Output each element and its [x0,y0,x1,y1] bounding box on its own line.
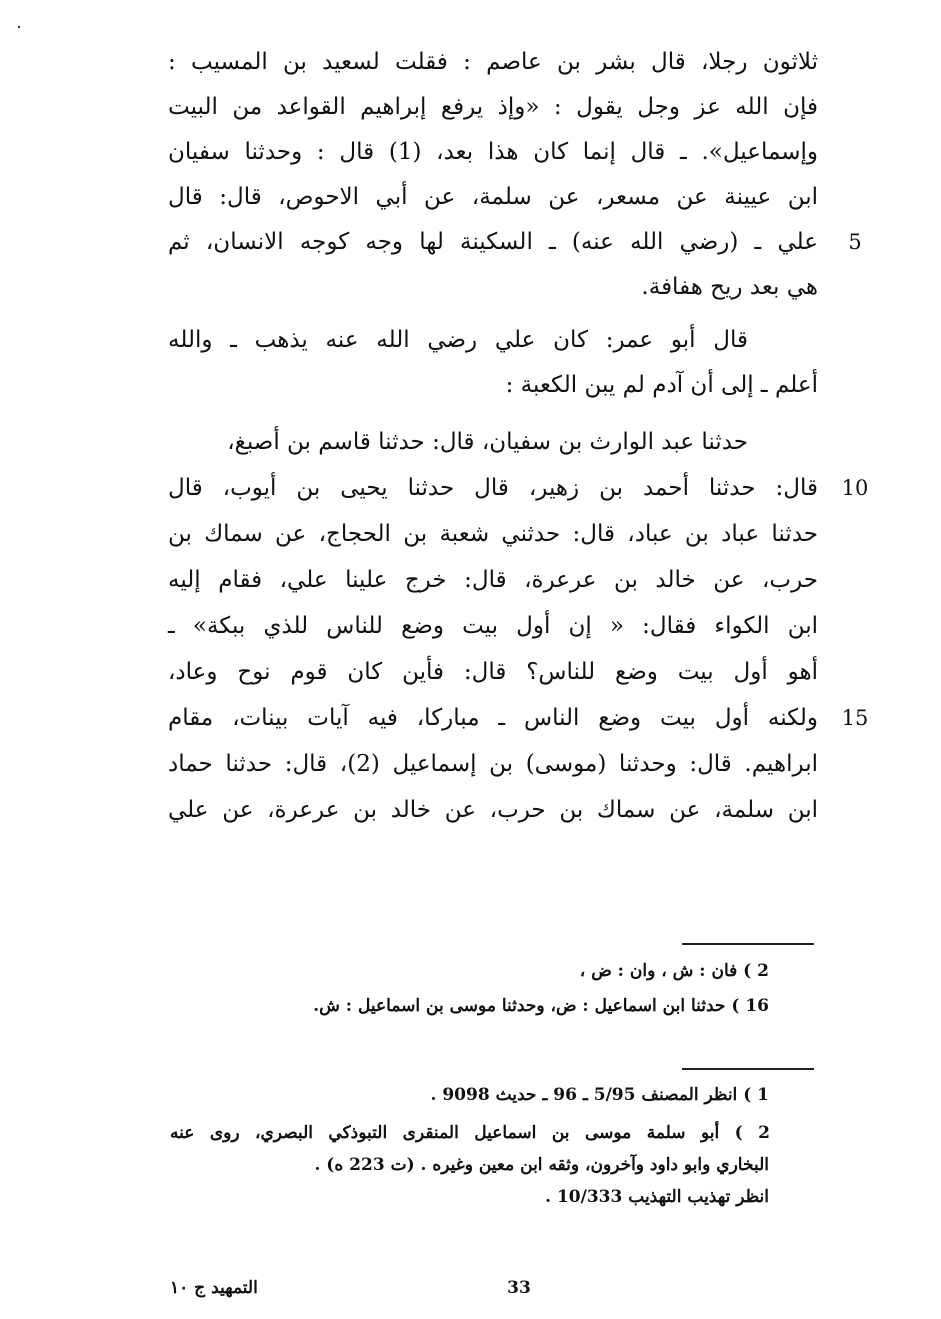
text-line: وإسماعيل». ـ قال إنما كان هذا بعد، (1) قال : وحدثنا سفيان [168,139,819,165]
text-line: ابن عيينة عن مسعر، عن سلمة، عن أبي الاحوص، قال: قال [168,184,818,210]
running-title: التمهيد ج ١٠ [170,1278,258,1298]
line-number: 15 [841,706,869,730]
page-number: 33 [507,1278,531,1298]
text-line: قال: حدثنا أحمد بن زهير، قال حدثنا يحيى بن أيوب، قال [168,475,818,501]
text-line: أهو أول بيت وضع للناس؟ قال: فأين كان قوم نوح وعاد، [168,659,818,685]
variant-notes-divider [682,943,814,945]
footnote: 1 ) انظر المصنف 5/95 ـ 96 ـ حديث 9098 . [430,1085,769,1105]
text-line: أعلم ـ إلى أن آدم لم يبن الكعبة : [505,372,818,398]
line-number: 10 [841,476,869,500]
text-line: حدثنا عبد الوارث بن سفيان، قال: حدثنا قاسم بن أصبغ، [227,429,748,455]
text-line: ابن سلمة، عن سماك بن حرب، عن خالد بن عرعرة، عن علي [168,797,818,823]
text-line: علي ـ (رضي الله عنه) ـ السكينة لها وجه كوجه الانسان، ثم [168,229,818,255]
text-line: حدثنا عباد بن عباد، قال: حدثني شعبة بن الحجاج، عن سماك بن [168,521,818,547]
footnote: 2 ) أبو سلمة موسى بن اسماعيل المنقرى التبوذكي البصري، روى عنه [170,1123,770,1143]
text-line: فإن الله عز وجل يقول : «وإذ يرفع إبراهيم القواعد من البيت [168,94,818,120]
text-line: ابن الكواء فقال: « إن أول بيت وضع للناس للذي ببكة» ـ [168,613,818,639]
text-line: ثلاثون رجلا، قال بشر بن عاصم : فقلت لسعيد بن المسيب : [168,49,818,75]
footnote: انظر تهذيب التهذيب 10/333 . [545,1187,769,1207]
footnote: البخاري وابو داود وآخرون، وثقه ابن معين وغيره . (ت 223 ه) . [314,1155,769,1175]
line-number: 5 [848,230,862,254]
text-line: ولكنه أول بيت وضع الناس ـ مباركا، فيه آيات بينات، مقام [168,705,818,731]
variant-note: 2 ) فان : ش ، وان : ض ، [579,961,769,981]
text-line: ابراهيم. قال: وحدثنا (موسى) بن إسماعيل (2)، قال: حدثنا حماد [168,751,818,777]
text-line: هي بعد ريح هفافة. [641,274,818,300]
scan-speck [18,26,20,28]
text-line: قال أبو عمر: كان علي رضي الله عنه يذهب ـ والله [168,327,748,353]
variant-note: 16 ) حدثنا ابن اسماعيل : ض، وحدثنا موسى بن اسماعيل : ش. [313,996,769,1016]
footnotes-divider [682,1068,814,1070]
text-line: حرب، عن خالد بن عرعرة، قال: خرج علينا علي، فقام إليه [168,567,818,593]
